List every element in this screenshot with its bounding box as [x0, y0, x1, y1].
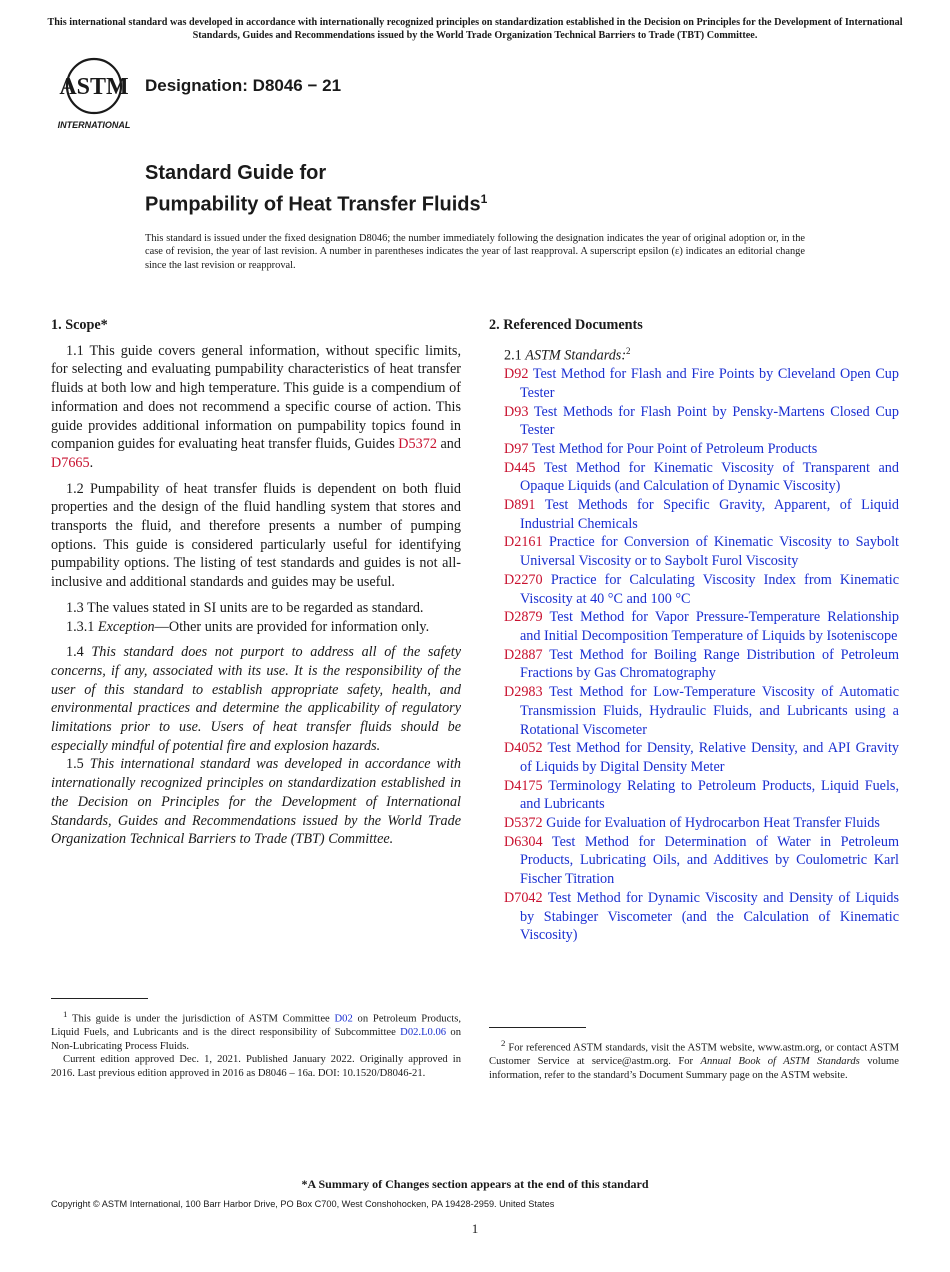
scope-section — [51, 316, 461, 856]
reference-item — [489, 440, 899, 459]
reference-code-link[interactable]: D2161 — [504, 534, 543, 551]
preamble: This standard is issued under the fixed designation D8046; the number immediately following the designation indicates the year of original adoption or, in the case of revision, the year of last revision. A number in parentheses indicates the year of last reapproval. A superscript epsilon (ε) indicates an editorial change since the last revision or reapproval. — [145, 233, 805, 271]
reference-title-link[interactable]: Terminology Relating to Petroleum Products, Liquid Fuels, and Lubricants — [520, 777, 899, 813]
footnote-2: $^2$ For referenced ASTM standards, visit the ASTM website, www.astm.org, or contact ASTM Customer Service at service@astm.org. For Annual Book of ASTM Standards volume information, refer to the standard’s Document Summary page on the ASTM website. — [489, 1038, 899, 1081]
reference-title-link[interactable]: Test Method for Pour Point of Petroleum Products — [531, 440, 818, 457]
scope-para-1-1: 1.1 This guide covers general information, without specific limits, for selecting and evaluating pumpability characteristics of heat transfer fluids at both low and high temperature. This guide is a compendium of information and does not recommend a specific course of action. This guide provides additional information on pumpability topics found in companion guides for evaluating heat transfer fluids, Guides D5372 and D7665. — [51, 342, 461, 471]
reference-item — [489, 683, 899, 739]
reference-title-link[interactable]: Practice for Calculating Viscosity Index from Kinematic Viscosity at 40 °C and 100 °C — [520, 571, 900, 607]
reference-item — [489, 571, 899, 608]
reference-code-link[interactable]: D2879 — [504, 609, 543, 626]
reference-title-link[interactable]: Test Method for Dynamic Viscosity and Density of Liquids by Stabinger Viscometer (and the Calculation of Kinematic Viscosity) — [520, 889, 899, 944]
astm-standards-label: 2.1 ASTM Standards:$^2$ — [504, 345, 631, 364]
reference-item — [489, 739, 899, 776]
references-heading: 2. Referenced Documents — [489, 317, 643, 333]
reference-item — [489, 459, 899, 496]
reference-title-link[interactable]: Test Methods for Flash Point by Pensky-Martens Closed Cup Tester — [520, 403, 899, 439]
reference-item — [489, 496, 899, 533]
reference-code-link[interactable]: D5372 — [504, 815, 543, 832]
scope-para-1-3: 1.3 The values stated in SI units are to be regarded as standard. — [66, 599, 424, 616]
reference-title-link[interactable]: Test Method for Boiling Range Distribution of Petroleum Fractions by Gas Chromatography — [520, 646, 899, 682]
reference-item — [489, 814, 899, 833]
link-d7665[interactable]: D7665 — [51, 454, 90, 471]
link-d02[interactable]: D02 — [334, 1013, 353, 1025]
page-title — [145, 160, 487, 218]
reference-title-link[interactable]: Test Method for Vapor Pressure-Temperature Relationship and Initial Decomposition Temperature of Liquids by Isoteniscope — [520, 609, 900, 644]
reference-item — [489, 608, 899, 645]
summary-note: *A Summary of Changes section appears at the end of this standard — [301, 1177, 649, 1191]
title-line-2: Pumpability of Heat Transfer Fluids — [145, 193, 481, 216]
reference-item — [489, 777, 899, 814]
scope-para-1-5: 1.5 This international standard was developed in accordance with internationally recognized principles on standardization established in the Decision on Principles for the Development of International Standards, Guides and Recommendations issued by the World Trade Organization Technical Barriers to Trade (TBT) Committee. — [51, 756, 461, 848]
reference-title-link[interactable]: Guide for Evaluation of Hydrocarbon Heat Transfer Fluids — [546, 815, 880, 832]
reference-code-link[interactable]: D2887 — [504, 646, 543, 663]
logo-text: ASTM — [59, 74, 129, 100]
reference-title-link[interactable]: Test Method for Low-Temperature Viscosity of Automatic Transmission Fluids, Hydraulic Fluids, and Lubricants using a Rotational Viscometer — [520, 684, 900, 738]
reference-item — [489, 533, 899, 570]
link-d5372[interactable]: D5372 — [398, 436, 437, 453]
scope-para-1-3-1: 1.3.1 Exception—Other units are provided for information only. — [66, 618, 430, 635]
reference-code-link[interactable]: D2270 — [504, 571, 543, 588]
reference-item — [489, 889, 899, 945]
reference-code-link[interactable]: D7042 — [504, 889, 543, 906]
reference-item — [489, 833, 899, 889]
footnote-divider-2 — [489, 1027, 586, 1028]
reference-title-link[interactable]: Practice for Conversion of Kinematic Viscosity to Saybolt Universal Viscosity or to Saybolt Furol Viscosity — [520, 534, 900, 570]
reference-title-link[interactable]: Test Methods for Specific Gravity, Apparent, of Liquid Industrial Chemicals — [520, 497, 900, 532]
reference-code-link[interactable]: D93 — [504, 403, 529, 420]
footnote-divider — [51, 998, 148, 999]
reference-code-link[interactable]: D2983 — [504, 684, 543, 701]
reference-item — [489, 646, 899, 683]
title-footnote-mark: 1 — [480, 192, 488, 206]
link-d02-l0-06[interactable]: D02.L0.06 — [400, 1027, 447, 1039]
reference-code-link[interactable]: D445 — [504, 459, 536, 476]
astm-logo — [52, 56, 136, 132]
reference-item — [489, 365, 899, 402]
references-section — [489, 316, 899, 945]
reference-title-link[interactable]: Test Method for Density, Relative Density, and API Gravity of Liquids by Digital Density Meter — [520, 740, 899, 775]
footnote-1: $^1$ This guide is under the jurisdiction of ASTM Committee D02 on Petroleum Products, Liquid Fuels, and Lubricants and is the direct responsibility of Subcommittee D02.L0.06 on Non-Lubricating Process Fluids. Current edition approved Dec. 1, 2021. Published January 2022. Originally approved in 2016. Last previous edition approved in 2016 as D8046 – 16a. DOI: 10.1520/D8046-21. — [51, 1009, 461, 1079]
reference-code-link[interactable]: D6304 — [504, 833, 543, 850]
copyright: Copyright © ASTM International, 100 Barr Harbor Drive, PO Box C700, West Conshohocken, PA 19428-2959. United States — [51, 1199, 555, 1209]
scope-heading: 1. Scope* — [51, 317, 108, 333]
logo-subtext: INTERNATIONAL — [57, 120, 131, 130]
footnote-1-edition: Current edition approved Dec. 1, 2021. Published January 2022. Originally approved in 2016. Last previous edition approved in 2016 as D8046 – 16a. DOI: 10.1520/D8046-21. — [51, 1054, 461, 1079]
reference-code-link[interactable]: D891 — [504, 497, 536, 514]
reference-code-link[interactable]: D4175 — [504, 777, 543, 794]
page-number: 1 — [471, 1221, 479, 1236]
header-notice: This international standard was developed in accordance with internationally recognized principles on standardization established in the Decision on Principles for the Development of International Standards, Guides and Recommendations issued by the World Trade Organization Technical Barriers to Trade (TBT) Committee. — [47, 17, 903, 41]
scope-para-1-2: 1.2 Pumpability of heat transfer fluids is dependent on both fluid properties and the design of the fluid handling system that stores and transports the fluid, and therefore presents a number of pumping options. This guide is considered particularly useful for identifying pumpability options. The listing of test standards and guides is not all-inclusive and additional standards and guides may be useful. — [51, 480, 461, 591]
reference-title-link[interactable]: Test Method for Kinematic Viscosity of Transparent and Opaque Liquids (and Calculation of Dynamic Viscosity) — [520, 459, 899, 495]
title-line-1: Standard Guide for — [145, 162, 327, 184]
reference-list — [489, 365, 899, 945]
reference-code-link[interactable]: D4052 — [504, 740, 543, 757]
reference-code-link[interactable]: D97 — [504, 440, 529, 457]
scope-para-1-4: 1.4 This standard does not purport to address all of the safety concerns, if any, associated with its use. It is the responsibility of the user of this standard to establish appropriate safety, health, and environmental practices and determine the applicability of regulatory limitations prior to use. Users of heat transfer fluids should be especially mindful of potential fire and explosion hazards. — [51, 644, 461, 754]
reference-item — [489, 403, 899, 440]
reference-code-link[interactable]: D92 — [504, 366, 529, 383]
reference-title-link[interactable]: Test Method for Flash and Fire Points by Cleveland Open Cup Tester — [520, 366, 899, 401]
reference-title-link[interactable]: Test Method for Determination of Water in Petroleum Products, Lubricating Oils, and Additives by Coulometric Karl Fischer Titration — [520, 833, 899, 888]
designation: Designation: D8046 − 21 — [145, 76, 342, 95]
